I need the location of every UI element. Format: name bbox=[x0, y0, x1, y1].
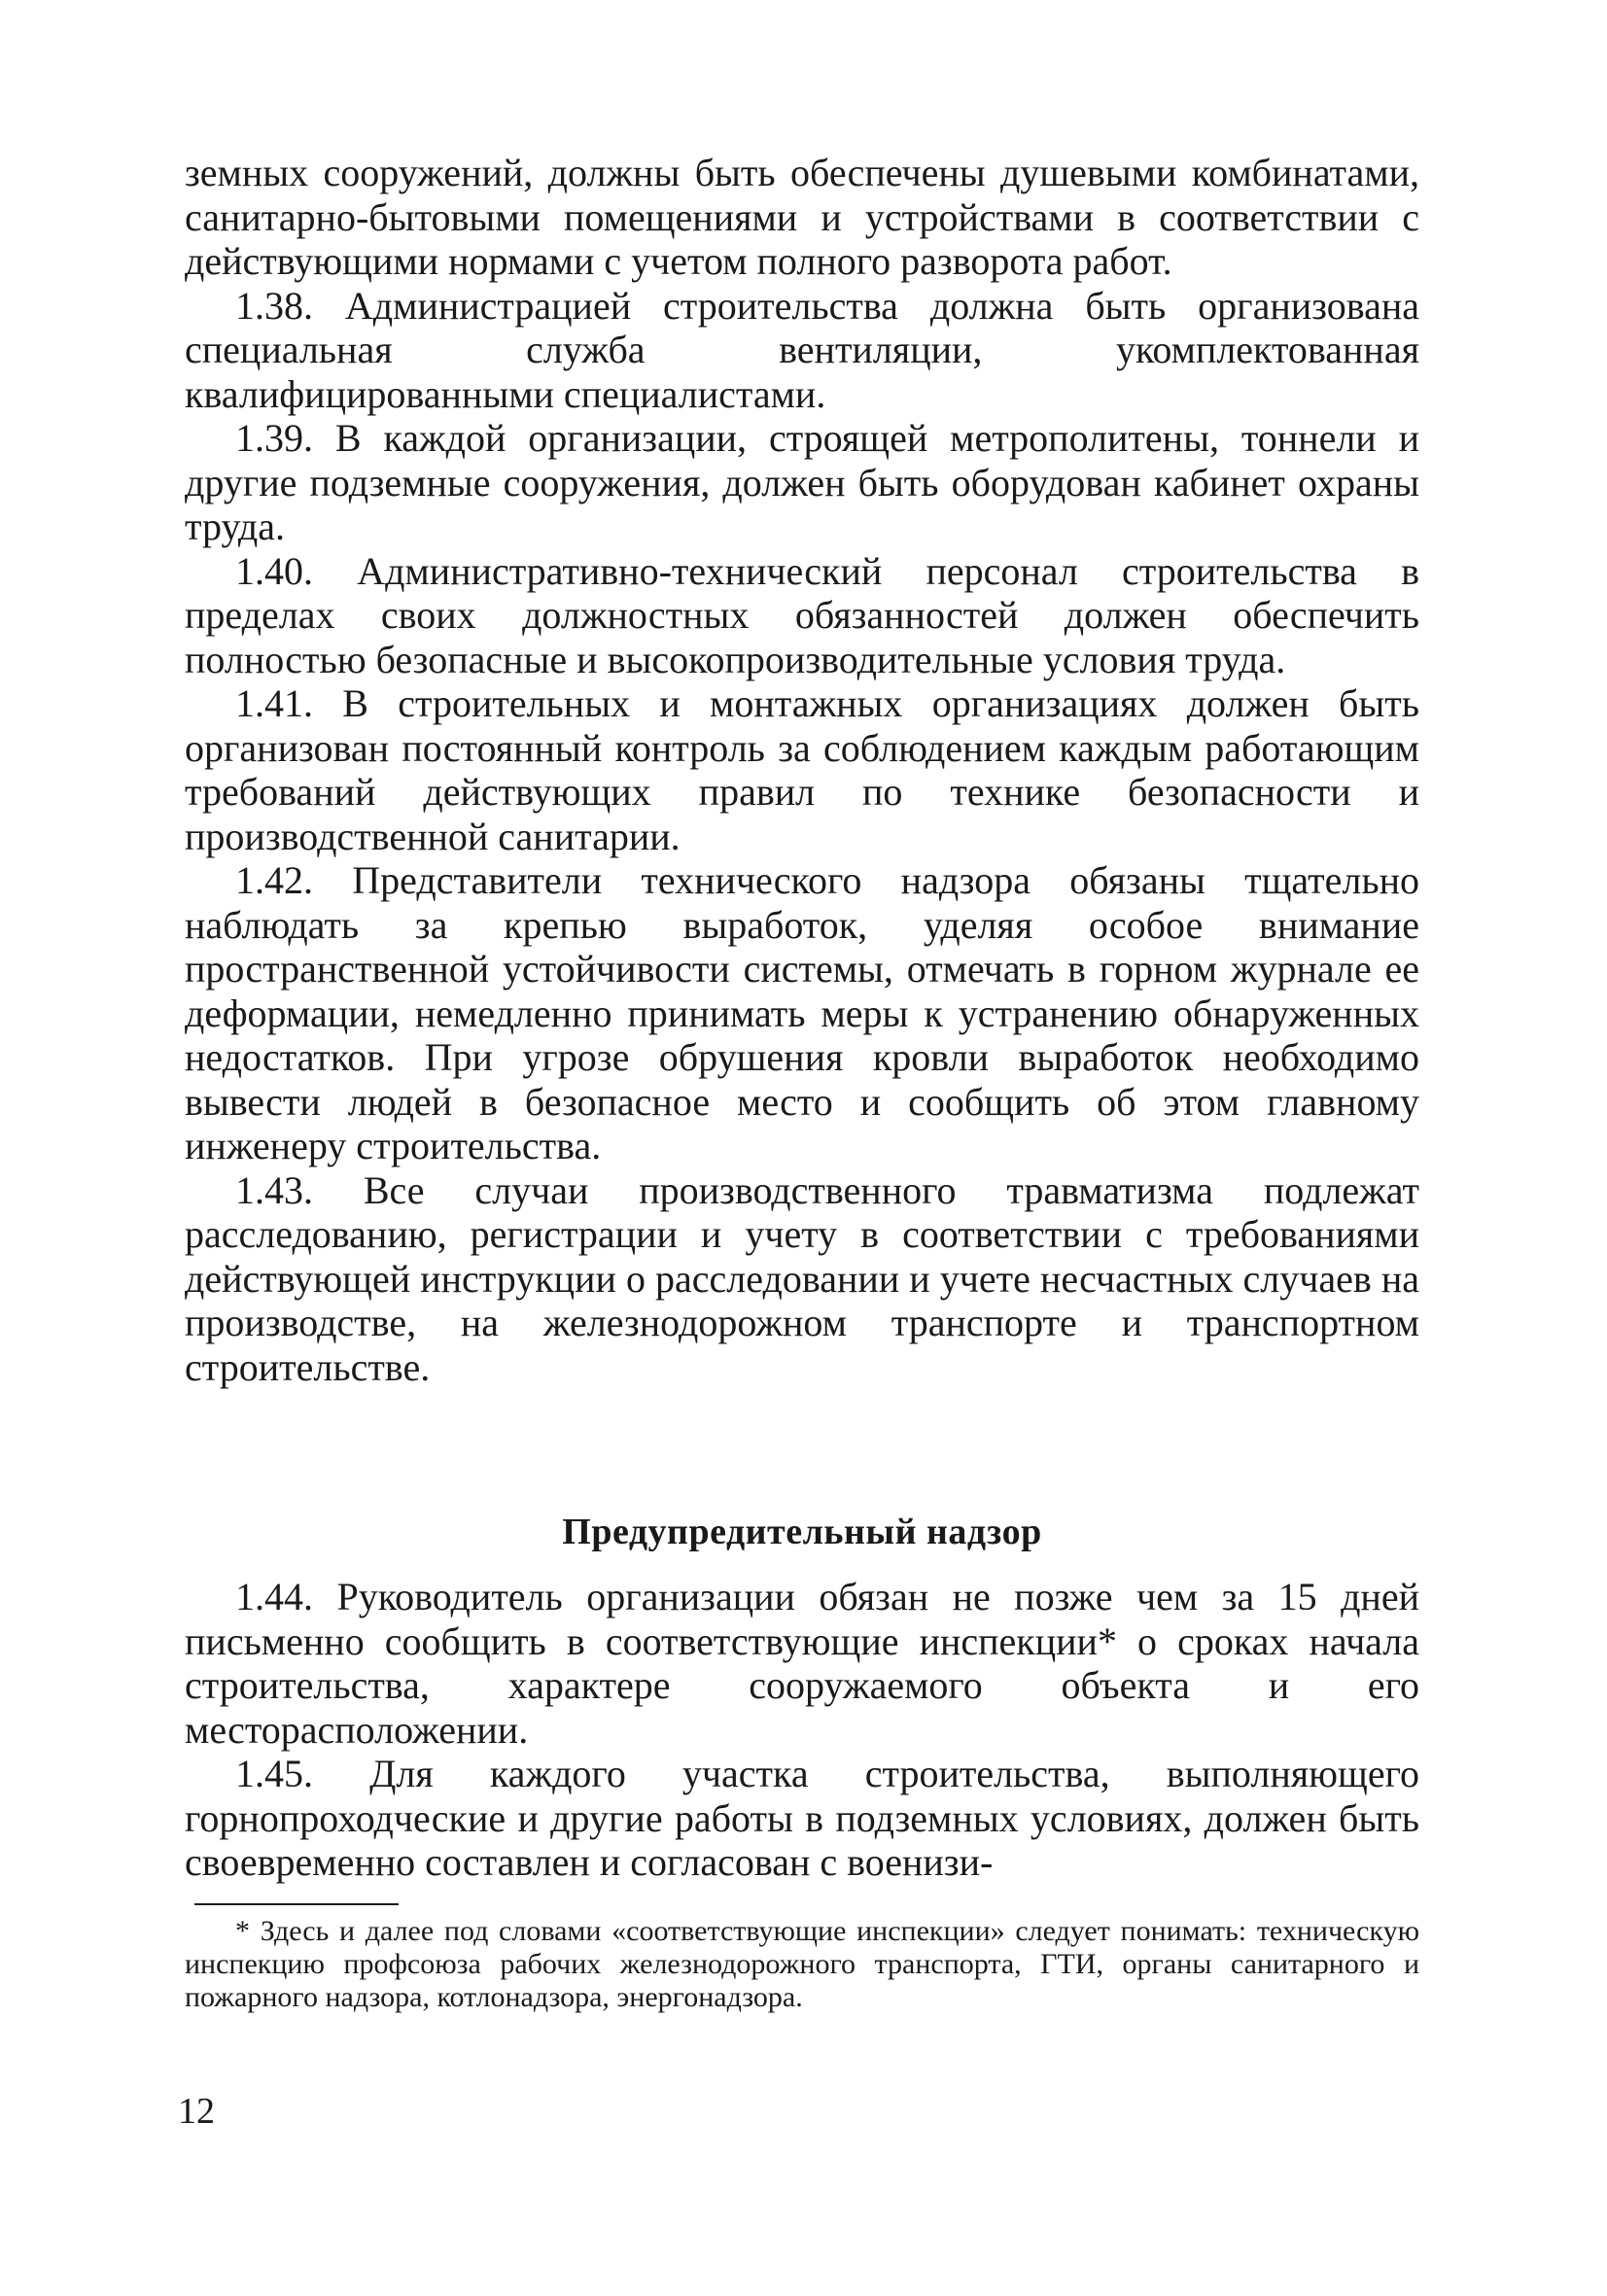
paragraph-1-39: 1.39. В каждой организации, строящей метрополитены, тоннели и другие подземные сооружения, должен быть оборудован кабинет охраны труда. bbox=[185, 416, 1419, 548]
footnote-divider bbox=[194, 1903, 399, 1905]
page-number: 12 bbox=[178, 2091, 215, 2132]
section-text bbox=[185, 1575, 1419, 1885]
section-heading: Предупредительный надзор bbox=[562, 1512, 1042, 1552]
footnote bbox=[185, 1915, 1419, 2014]
paragraph-1-45: 1.45. Для каждого участка строительства, выполняющего горнопроходческие и другие работы в подземных условиях, должен быть своевременно составлен и согласован с военизи- bbox=[185, 1752, 1419, 1884]
paragraph-1-43: 1.43. Все случаи производственного травматизма подлежат расследованию, регистрации и учету в соответствии с требованиями действующей инструкции о расследовании и учете несчастных случаев на производстве, на железнодорожном транспорте и транспортном строительстве. bbox=[185, 1167, 1419, 1389]
paragraph-continuation: земных сооружений, должны быть обеспечены душевыми комбинатами, санитарно-бытовыми помещениями и устройствами в соответствии с действующими нормами с учетом полного разворота работ. bbox=[185, 151, 1419, 283]
paragraph-1-41: 1.41. В строительных и монтажных организациях должен быть организован постоянный контроль за соблюдением каждым работающим требований действующих правил по технике безопасности и производственной санитарии. bbox=[185, 681, 1419, 858]
paragraph-1-38: 1.38. Администрацией строительства должна быть организована специальная служба вентиляции, укомплектованная квалифицированными специалистами. bbox=[185, 283, 1419, 416]
footnote-text: * Здесь и далее под словами «соответствующие инспекции» следует понимать: техническую инспекцию профсоюза рабочих железнодорожного транспорта, ГТИ, органы санитарного и пожарного надзора, котлонадзора, энергонадзора. bbox=[185, 1915, 1419, 2013]
paragraph-1-44: 1.44. Руководитель организации обязан не позже чем за 15 дней письменно сообщить в соответствующие инспекции* о сроках начала строительства, характере сооружаемого объекта и его месторасположении. bbox=[185, 1575, 1419, 1752]
paragraph-1-40: 1.40. Административно-технический персонал строительства в пределах своих должностных обязанностей должен обеспечить полностью безопасные и высокопроизводительные условия труда. bbox=[185, 548, 1419, 681]
paragraph-1-42: 1.42. Представители технического надзора обязаны тщательно наблюдать за крепью выработок, уделяя особое внимание пространственной устойчивости системы, отмечать в горном журнале ее деформации, немедленно принимать меры к устранению обнаруженных недостатков. При угрозе обрушения кровли выработок необходимо вывести людей в безопасное место и сообщить об этом главному инженеру строительства. bbox=[185, 858, 1419, 1167]
body-text bbox=[185, 151, 1419, 1389]
